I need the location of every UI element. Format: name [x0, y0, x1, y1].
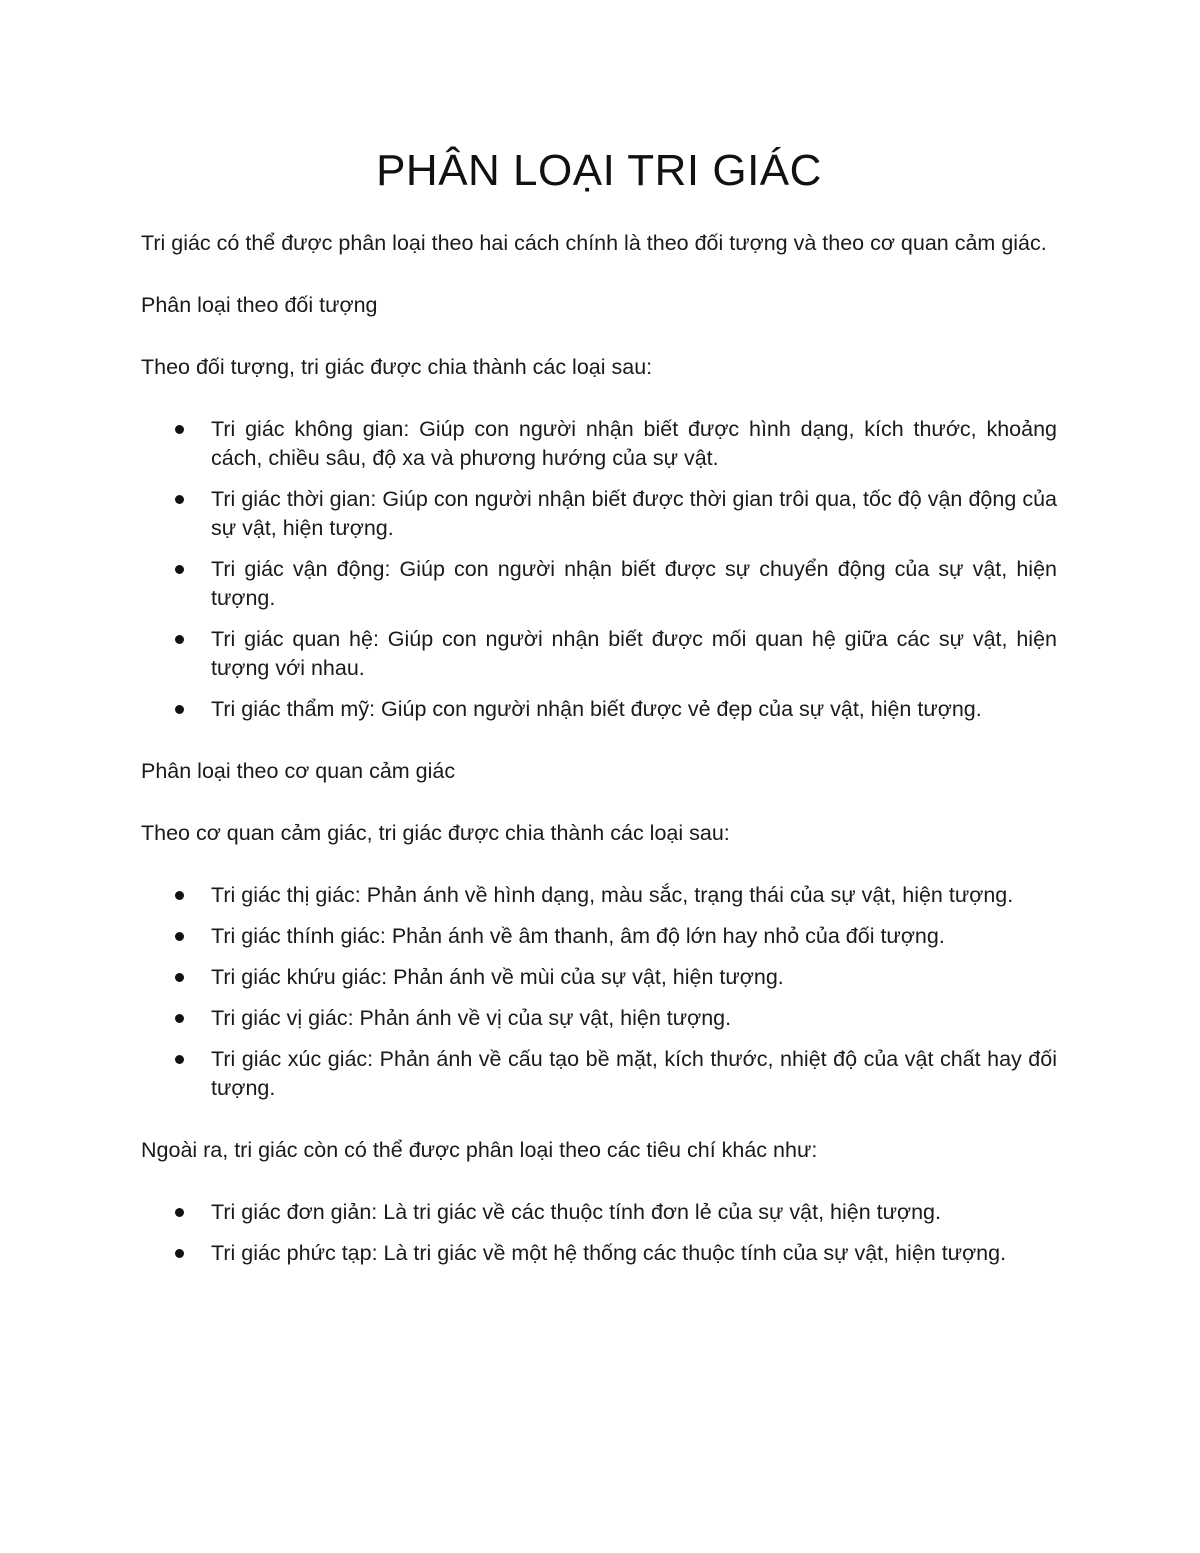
bullet-list-object	[141, 415, 1057, 724]
list-item	[141, 1045, 1057, 1103]
list-item	[141, 485, 1057, 543]
bullet-icon	[175, 1014, 184, 1023]
list-item-text: Tri giác đơn giản: Là tri giác về các thuộc tính đơn lẻ của sự vật, hiện tượng.	[211, 1200, 941, 1224]
section-lead-sense: Theo cơ quan cảm giác, tri giác được chia thành các loại sau:	[141, 821, 730, 845]
list-item-text: Tri giác không gian: Giúp con người nhận biết được hình dạng, kích thước, khoảng cách, chiều sâu, độ xa và phương hướng của sự vật.	[211, 417, 1057, 470]
list-item-text: Tri giác thị giác: Phản ánh về hình dạng, màu sắc, trạng thái của sự vật, hiện tượng.	[211, 883, 1014, 907]
document-body	[141, 229, 1057, 1301]
list-item	[141, 881, 1057, 910]
list-item-text: Tri giác thẩm mỹ: Giúp con người nhận biết được vẻ đẹp của sự vật, hiện tượng.	[211, 697, 982, 721]
list-item	[141, 625, 1057, 683]
page-title: PHÂN LOẠI TRI GIÁC	[376, 146, 822, 195]
list-item	[141, 963, 1057, 992]
bullet-list-sense	[141, 881, 1057, 1103]
list-item-text: Tri giác xúc giác: Phản ánh về cấu tạo bề mặt, kích thước, nhiệt độ của vật chất hay đối tượng.	[211, 1047, 1057, 1100]
bullet-icon	[175, 891, 184, 900]
bullet-icon	[175, 973, 184, 982]
list-item	[141, 555, 1057, 613]
list-item-text: Tri giác vị giác: Phản ánh về vị của sự vật, hiện tượng.	[211, 1006, 732, 1030]
list-item	[141, 415, 1057, 473]
bullet-list-other	[141, 1198, 1057, 1268]
list-item	[141, 1198, 1057, 1227]
bullet-icon	[175, 565, 184, 574]
bullet-icon	[175, 1249, 184, 1258]
bullet-icon	[175, 495, 184, 504]
bullet-icon	[175, 932, 184, 941]
bullet-icon	[175, 705, 184, 714]
bullet-icon	[175, 635, 184, 644]
list-item-text: Tri giác quan hệ: Giúp con người nhận biết được mối quan hệ giữa các sự vật, hiện tượng với nhau.	[211, 627, 1057, 680]
list-item	[141, 922, 1057, 951]
section-lead-object: Theo đối tượng, tri giác được chia thành các loại sau:	[141, 355, 653, 379]
list-item-text: Tri giác vận động: Giúp con người nhận biết được sự chuyển động của sự vật, hiện tượng.	[211, 557, 1057, 610]
list-item-text: Tri giác thời gian: Giúp con người nhận biết được thời gian trôi qua, tốc độ vận động của sự vật, hiện tượng.	[211, 487, 1057, 540]
list-item-text: Tri giác thính giác: Phản ánh về âm thanh, âm độ lớn hay nhỏ của đối tượng.	[211, 924, 945, 948]
list-item	[141, 1004, 1057, 1033]
bullet-icon	[175, 1208, 184, 1217]
section-lead-other: Ngoài ra, tri giác còn có thể được phân loại theo các tiêu chí khác như:	[141, 1138, 818, 1162]
list-item	[141, 695, 1057, 724]
bullet-icon	[175, 425, 184, 434]
bullet-icon	[175, 1055, 184, 1064]
list-item	[141, 1239, 1057, 1268]
section-heading-object: Phân loại theo đối tượng	[141, 293, 378, 317]
intro-paragraph: Tri giác có thể được phân loại theo hai cách chính là theo đối tượng và theo cơ quan cảm giác.	[141, 231, 1047, 255]
list-item-text: Tri giác phức tạp: Là tri giác về một hệ thống các thuộc tính của sự vật, hiện tượng.	[211, 1241, 1007, 1265]
list-item-text: Tri giác khứu giác: Phản ánh về mùi của sự vật, hiện tượng.	[211, 965, 784, 989]
section-heading-sense: Phân loại theo cơ quan cảm giác	[141, 759, 456, 783]
